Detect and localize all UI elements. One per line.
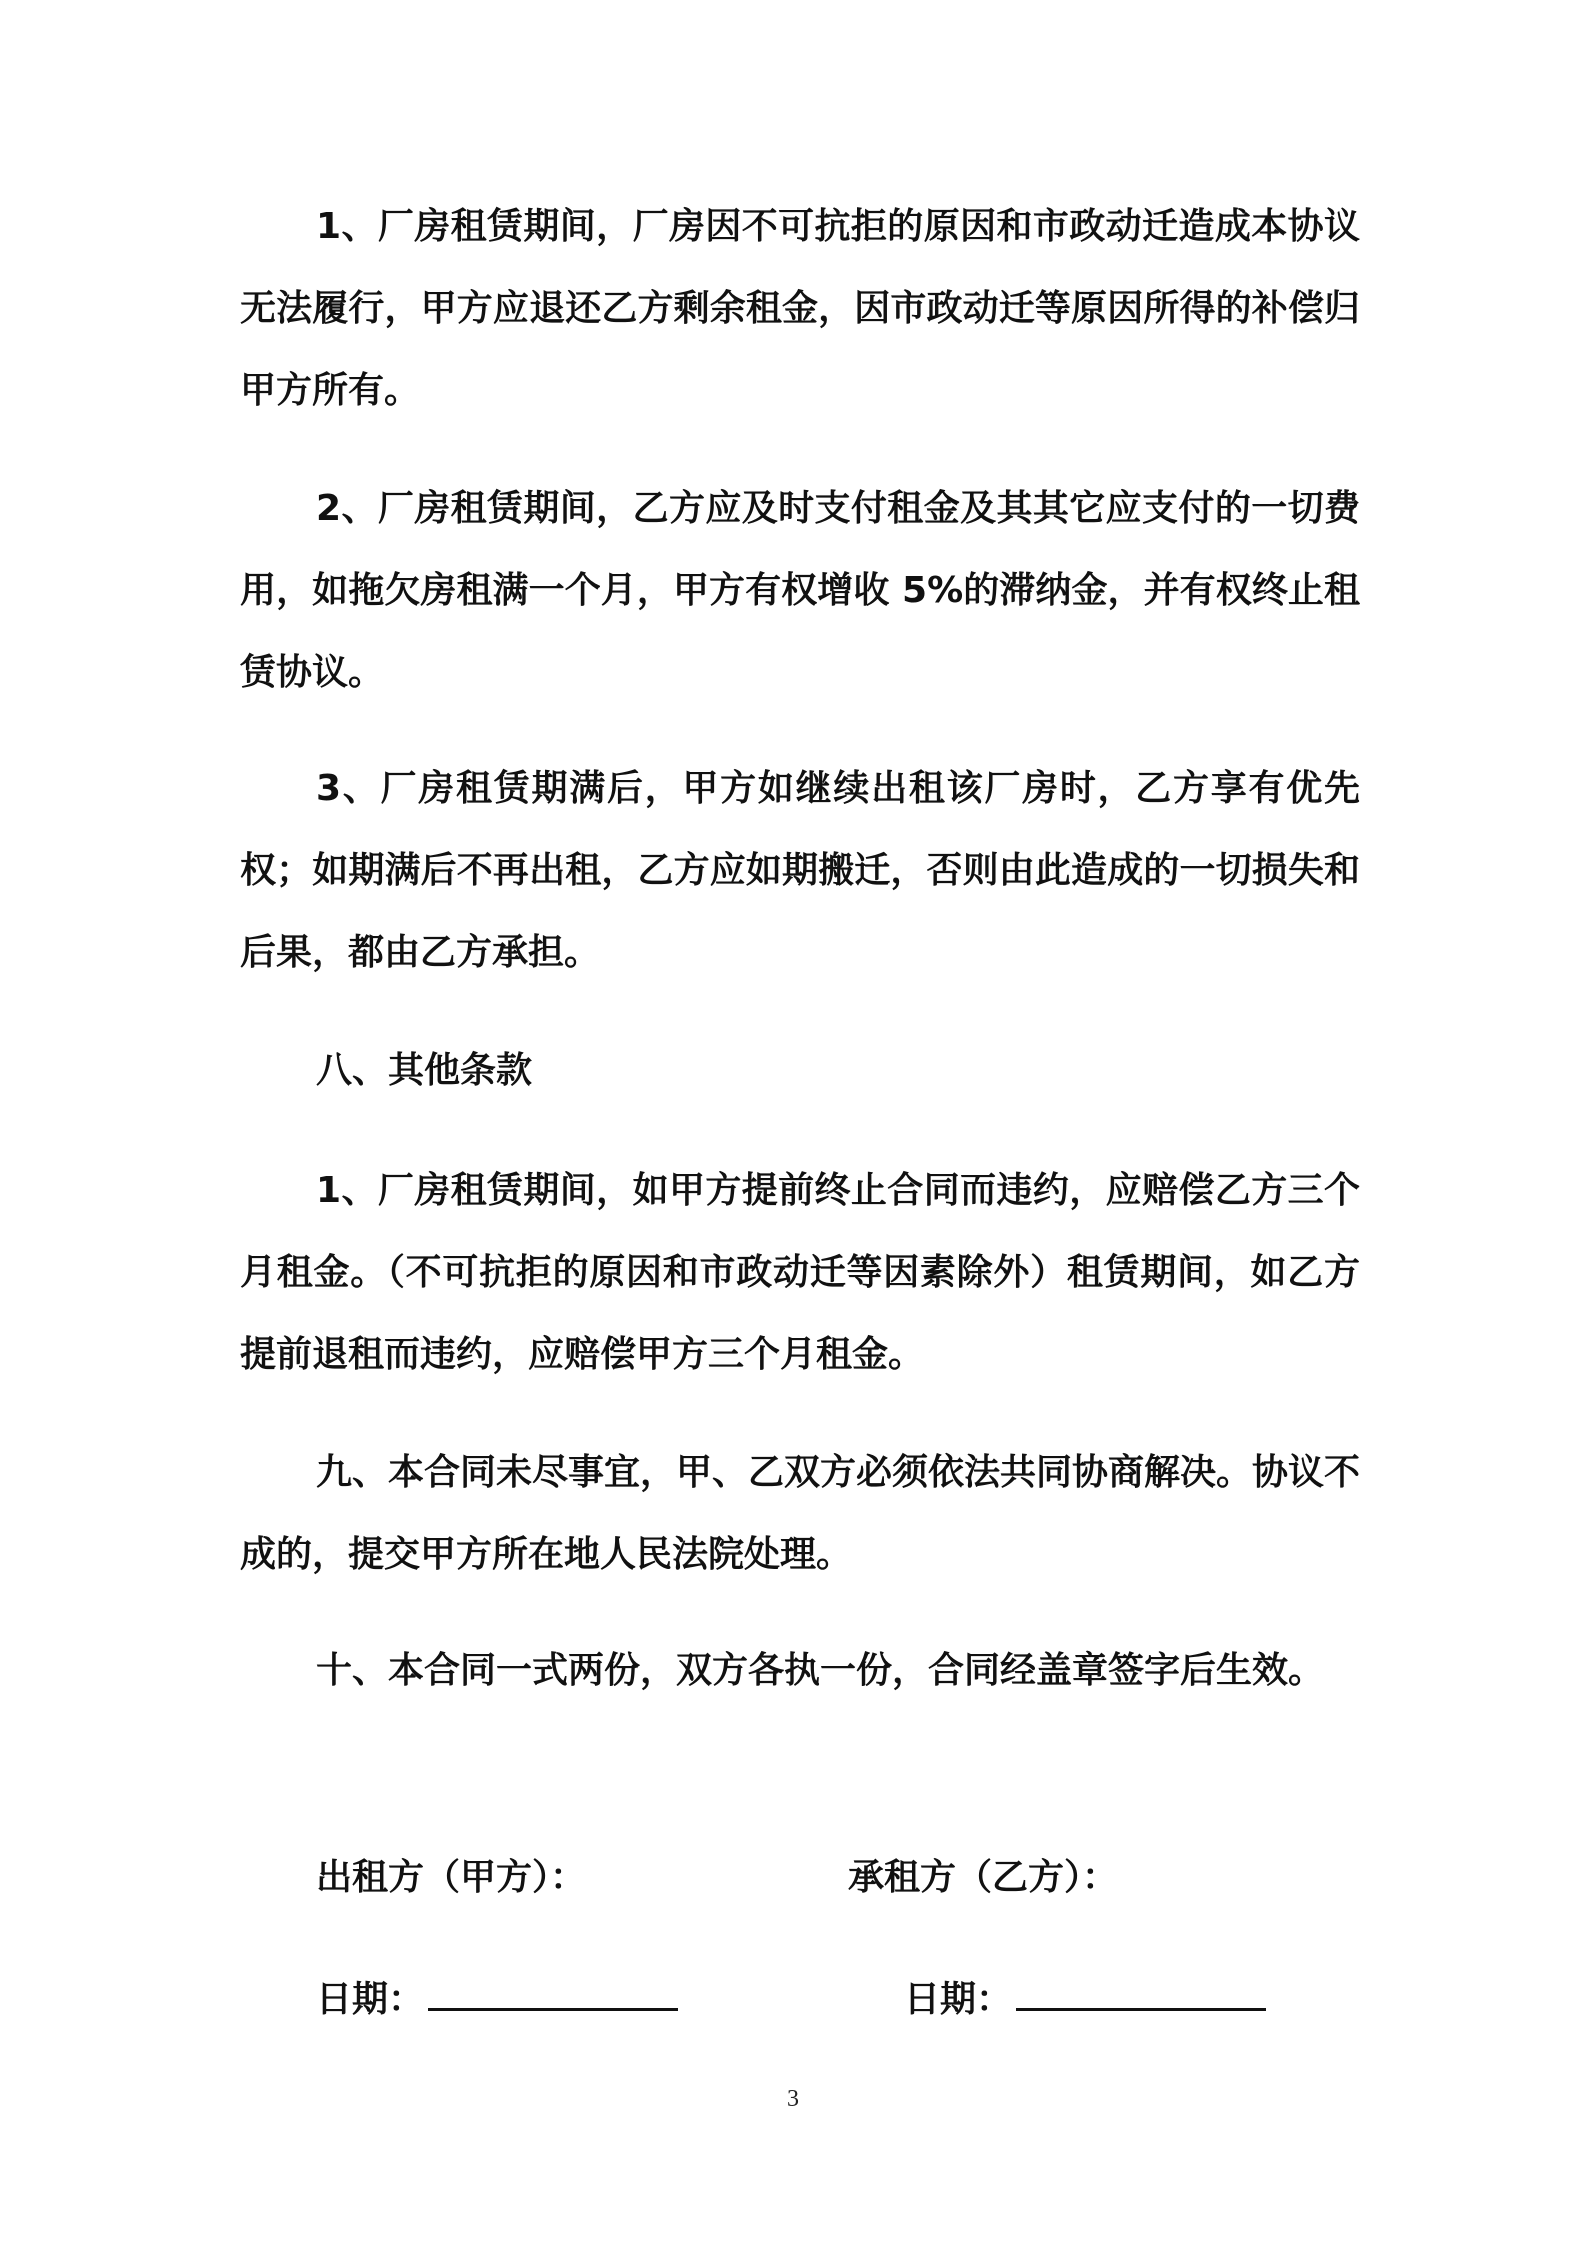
lessor-signature-label: 出租方（甲方）： xyxy=(316,1857,587,1898)
paragraph-clause-1: 1、厂房租赁期间，厂房因不可抗拒的原因和市政动迁造成本协议无法履行，甲方应退还乙方剩余租金，因市政动迁等原因所得的补偿归甲方所有。 xyxy=(240,206,1360,411)
paragraph-clause-2: 2、厂房租赁期间，乙方应及时支付租金及其其它应支付的一切费用，如拖欠房租满一个月，甲方有权增收 5%的滞纳金，并有权终止租赁协议。 xyxy=(240,488,1360,693)
lessor-date-field xyxy=(316,1964,678,2030)
section-heading-other-terms: 八、其他条款 xyxy=(316,1050,533,1091)
page-number: 3 xyxy=(787,2086,799,2112)
paragraph-clause-3: 3、厂房租赁期满后，甲方如继续出租该厂房时，乙方享有优先权；如期满后不再出租，乙方应如期搬迁，否则由此造成的一切损失和后果，都由乙方承担。 xyxy=(240,768,1360,973)
paragraph-clause-9: 九、本合同未尽事宜，甲、乙双方必须依法共同协商解决。协议不成的，提交甲方所在地人民法院处理。 xyxy=(240,1452,1361,1575)
lessee-date-label: 日期： xyxy=(904,1979,1013,2020)
paragraph-clause-10: 十、本合同一式两份，双方各执一份，合同经盖章签字后生效。 xyxy=(316,1650,1325,1691)
lessor-date-blank-line xyxy=(428,1964,678,2011)
lessee-date-field xyxy=(904,1964,1266,2030)
paragraph-other-terms-1: 1、厂房租赁期间，如甲方提前终止合同而违约，应赔偿乙方三个月租金。（不可抗拒的原因和市政动迁等因素除外）租赁期间，如乙方提前退租而违约，应赔偿甲方三个月租金。 xyxy=(240,1170,1360,1375)
lessee-signature-label: 承租方（乙方）： xyxy=(848,1857,1119,1898)
lessee-date-blank-line xyxy=(1016,1964,1266,2011)
lessor-date-label: 日期： xyxy=(316,1979,425,2020)
